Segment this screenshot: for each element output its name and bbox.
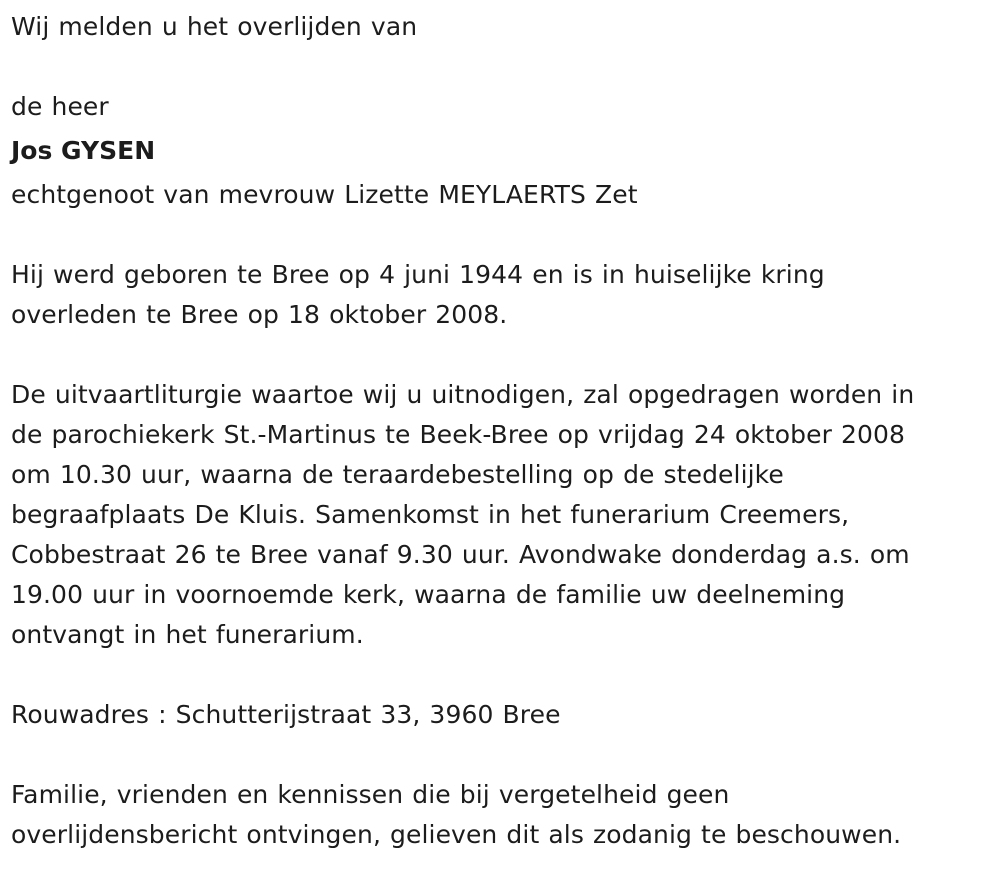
ceremony-line: om 10.30 uur, waarna de teraardebestelling op de stedelijke: [11, 460, 784, 489]
spacer: [11, 215, 1000, 255]
birth-death-line: Hij werd geboren te Bree op 4 juni 1944 en is in huiselijke kring: [11, 260, 825, 289]
ceremony-line: Cobbestraat 26 te Bree vanaf 9.30 uur. Avondwake donderdag a.s. om: [11, 540, 910, 569]
deceased-name: Jos GYSEN: [11, 136, 156, 165]
mourning-address: Rouwadres : Schutterijstraat 33, 3960 Bree: [11, 700, 561, 729]
spouse-text: echtgenoot van mevrouw Lizette MEYLAERTS Zet: [11, 180, 638, 209]
spacer: [11, 735, 1000, 775]
ceremony-line: De uitvaartliturgie waartoe wij u uitnodigen, zal opgedragen worden in: [11, 380, 915, 409]
intro-text: Wij melden u het overlijden van: [11, 12, 418, 41]
ceremony-line: 19.00 uur in voornoemde kerk, waarna de familie uw deelneming: [11, 580, 846, 609]
closing-line: Familie, vrienden en kennissen die bij vergetelheid geen: [11, 780, 730, 809]
honorific: de heer: [11, 92, 109, 121]
ceremony-line: begraafplaats De Kluis. Samenkomst in het funerarium Creemers,: [11, 500, 850, 529]
spacer: [11, 47, 1000, 87]
ceremony-line: ontvangt in het funerarium.: [11, 620, 364, 649]
spacer: [11, 655, 1000, 695]
ceremony-line: de parochiekerk St.-Martinus te Beek-Bree op vrijdag 24 oktober 2008: [11, 420, 906, 449]
birth-death-line: overleden te Bree op 18 oktober 2008.: [11, 300, 508, 329]
spacer: [11, 335, 1000, 375]
closing-line: overlijdensbericht ontvingen, gelieven dit als zodanig te beschouwen.: [11, 820, 902, 849]
